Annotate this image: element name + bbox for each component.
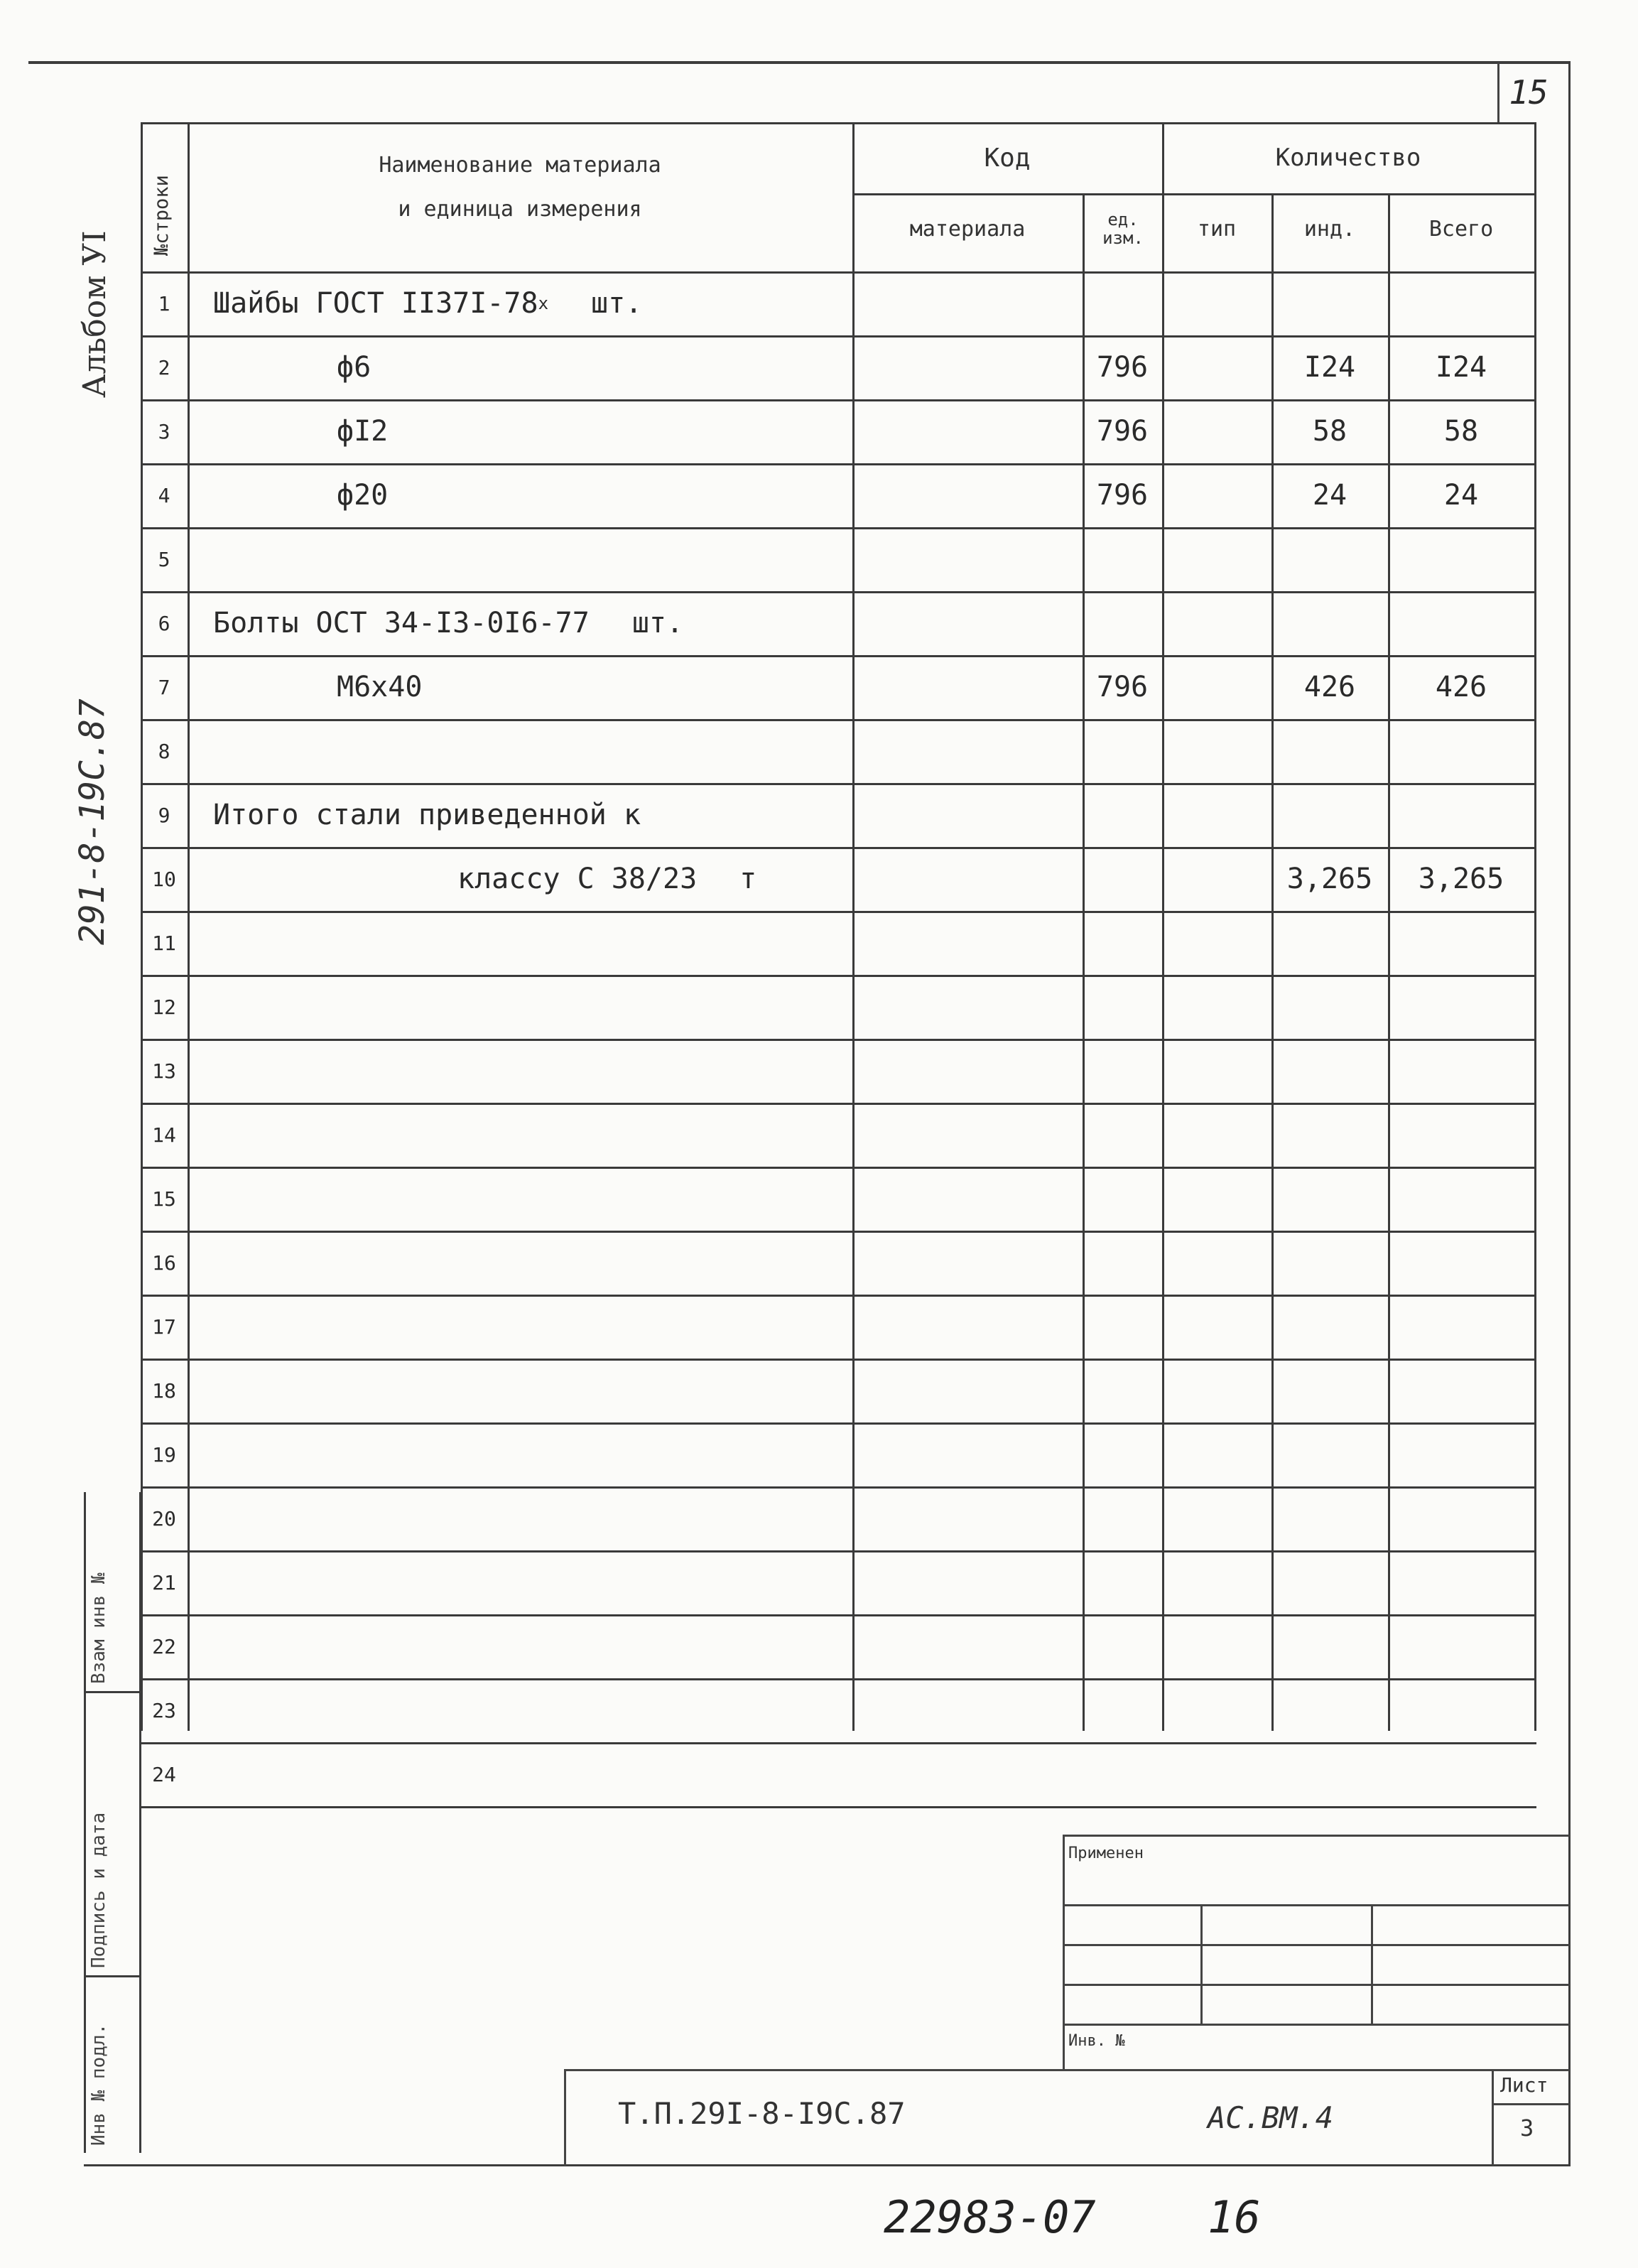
sheet-label: Лист	[1500, 2073, 1548, 2097]
header-code-material: материала	[909, 216, 1026, 242]
row-qty-type	[1162, 1359, 1271, 1422]
row-unit-code	[1083, 1103, 1162, 1167]
row-unit-code	[1083, 1678, 1162, 1742]
row-unit-code	[1083, 1167, 1162, 1231]
row-qty-ind: I24	[1303, 351, 1356, 384]
row-code	[852, 1167, 1083, 1231]
row-code	[852, 1422, 1083, 1486]
row-number: 3	[158, 419, 170, 443]
row-name	[188, 847, 852, 911]
row-number: 19	[152, 1442, 176, 1467]
row-qty-type	[1162, 1295, 1271, 1359]
row-qty-total: 3,265	[1418, 863, 1504, 895]
row-number: 6	[158, 611, 170, 635]
row-name-text: Болты ОСТ 34-I3-0I6-77	[213, 607, 590, 639]
row-qty-type	[1162, 847, 1271, 911]
stamp-sheet-mid	[1492, 2103, 1570, 2105]
row-name	[188, 911, 852, 975]
row-unit-code	[1083, 1231, 1162, 1295]
row-number: 5	[158, 547, 170, 571]
row-code	[852, 591, 1083, 655]
top-frame-line	[28, 61, 1570, 64]
row-qty-type	[1162, 911, 1271, 975]
row-unit-code	[1083, 1422, 1162, 1486]
doc-mark: АС.ВМ.4	[1208, 2100, 1334, 2135]
row-unit-text: т	[739, 863, 757, 895]
row-name-text: ф6	[337, 351, 371, 384]
row-qty-type	[1162, 591, 1271, 655]
table-row	[141, 719, 1568, 783]
row-number: 23	[152, 1698, 176, 1722]
row-name	[188, 1742, 852, 1806]
row-qty-type	[1162, 719, 1271, 783]
table-row	[141, 1614, 1568, 1678]
table-row	[141, 463, 1568, 527]
row-code	[852, 463, 1083, 527]
row-number: 2	[158, 355, 170, 379]
row-qty-type	[1162, 1486, 1271, 1550]
row-qty-ind: 426	[1303, 671, 1356, 703]
row-name	[188, 1550, 852, 1614]
row-number: 24	[152, 1762, 176, 1786]
row-qty-total	[1388, 1295, 1534, 1359]
stamp-sheet-line	[1492, 2069, 1494, 2166]
row-number: 12	[152, 995, 176, 1019]
row-unit-code	[1083, 1742, 1162, 1806]
row-number: 9	[158, 803, 170, 827]
header-code-unit: ед. изм.	[1102, 210, 1144, 248]
table-row	[141, 655, 1568, 719]
row-name	[188, 335, 852, 399]
row-qty-type	[1162, 1550, 1271, 1614]
row-qty-total: 24	[1443, 479, 1479, 512]
header-qty-total: Всего	[1428, 216, 1494, 242]
row-code	[852, 783, 1083, 847]
side-strip-div2	[84, 1975, 141, 1977]
row-qty-ind	[1271, 271, 1388, 335]
row-qty-ind	[1271, 1039, 1388, 1103]
row-qty-type	[1162, 463, 1271, 527]
row-name	[188, 399, 852, 463]
side-inv-podl: Инв № подл.	[88, 2023, 109, 2146]
row-name	[188, 1486, 852, 1550]
row-qty-total	[1388, 1614, 1534, 1678]
row-qty-ind	[1271, 1486, 1388, 1550]
row-code	[852, 271, 1083, 335]
side-strip-left-line	[84, 1492, 86, 2153]
row-number: 22	[152, 1634, 176, 1658]
row-qty-total: 426	[1435, 671, 1487, 703]
row-qty-total	[1388, 1486, 1534, 1550]
right-frame-line	[1568, 61, 1571, 2164]
row-code	[852, 655, 1083, 719]
table-row	[141, 271, 1568, 335]
row-qty-type	[1162, 271, 1271, 335]
row-name	[188, 1039, 852, 1103]
row-name-text: Шайбы ГОСТ II37I-78	[213, 287, 538, 320]
row-name	[188, 975, 852, 1039]
row-unit-code	[1083, 1359, 1162, 1422]
row-code	[852, 719, 1083, 783]
row-qty-total	[1388, 591, 1534, 655]
side-code: 291-8-19С.87	[72, 698, 112, 945]
row-unit-code	[1083, 271, 1162, 335]
header-name-line2: и единица измерения	[398, 196, 642, 222]
row-qty-total	[1388, 1359, 1534, 1422]
row-qty-ind: 24	[1312, 479, 1347, 512]
row-number: 1	[158, 291, 170, 315]
tb-h4	[1063, 1984, 1570, 1986]
row-qty-ind	[1271, 1103, 1388, 1167]
tb-h5	[1063, 2024, 1570, 2026]
bottom-stamp: 22983-07	[884, 2191, 1096, 2243]
row-unit-code	[1083, 783, 1162, 847]
table-row	[141, 399, 1568, 463]
row-number: 16	[152, 1251, 176, 1275]
tb-v1	[1200, 1904, 1203, 2024]
row-code	[852, 335, 1083, 399]
row-name-text: Итого стали приведенной к	[213, 799, 641, 831]
row-unit-code	[1083, 1039, 1162, 1103]
row-number: 10	[152, 867, 176, 891]
row-qty-total	[1388, 527, 1534, 591]
row-code	[852, 975, 1083, 1039]
row-code	[852, 911, 1083, 975]
bottom-frame-line	[84, 2164, 1571, 2166]
row-code	[852, 527, 1083, 591]
row-qty-ind	[1271, 1614, 1388, 1678]
table-row	[141, 1295, 1568, 1359]
bottom-page: 16	[1208, 2191, 1261, 2243]
row-code	[852, 1742, 1083, 1806]
table-row	[141, 975, 1568, 1039]
row-name	[188, 1167, 852, 1231]
row-name-sup: х	[538, 293, 549, 313]
row-name	[188, 1295, 852, 1359]
table-row	[141, 783, 1568, 847]
stamp-top-line	[564, 2069, 1570, 2071]
row-code	[852, 1678, 1083, 1742]
row-code	[852, 847, 1083, 911]
side-podpis: Подпись и дата	[88, 1812, 109, 1968]
tb-h2	[1063, 1904, 1570, 1906]
row-unit-text: шт.	[631, 607, 684, 639]
row-name	[188, 1678, 852, 1742]
row-unit-code	[1083, 975, 1162, 1039]
row-name	[188, 1359, 852, 1422]
row-name	[188, 463, 852, 527]
row-number: 4	[158, 483, 170, 507]
row-qty-ind	[1271, 975, 1388, 1039]
row-name	[188, 1422, 852, 1486]
header-code: Код	[984, 143, 1031, 173]
row-qty-type	[1162, 399, 1271, 463]
row-number: 14	[152, 1123, 176, 1147]
tb-h1	[1063, 1835, 1570, 1837]
row-qty-type	[1162, 1039, 1271, 1103]
row-number: 17	[152, 1314, 176, 1339]
row-qty-ind	[1271, 1422, 1388, 1486]
row-number: 15	[152, 1187, 176, 1211]
row-name-text: классу С 38/23	[457, 863, 698, 895]
row-qty-type	[1162, 783, 1271, 847]
doc-code: Т.П.29I-8-I9С.87	[618, 2096, 906, 2131]
row-qty-ind	[1271, 1678, 1388, 1742]
row-name	[188, 527, 852, 591]
table-row	[141, 1039, 1568, 1103]
row-qty-total	[1388, 1039, 1534, 1103]
row-qty-ind	[1271, 911, 1388, 975]
row-unit-code	[1083, 1295, 1162, 1359]
row-qty-ind	[1271, 527, 1388, 591]
row-qty-total: 58	[1443, 415, 1479, 448]
row-qty-ind	[1271, 1167, 1388, 1231]
row-qty-type	[1162, 1231, 1271, 1295]
sheet-value: 3	[1520, 2115, 1534, 2142]
sheet-number: 15	[1497, 63, 1558, 122]
row-number: 13	[152, 1059, 176, 1083]
tb-left-line	[1063, 1835, 1065, 2069]
table-row	[141, 527, 1568, 591]
table-row	[141, 1167, 1568, 1231]
table-row	[141, 847, 1568, 911]
table-row	[141, 1359, 1568, 1422]
row-name	[188, 783, 852, 847]
row-name-text: М6х40	[337, 671, 423, 703]
row-qty-total	[1388, 1422, 1534, 1486]
row-unit-code	[1083, 1486, 1162, 1550]
header-name: Наименование материала	[379, 152, 661, 178]
row-qty-type	[1162, 1614, 1271, 1678]
row-number: 8	[158, 739, 170, 763]
table-row	[141, 1486, 1568, 1550]
row-qty-ind	[1271, 719, 1388, 783]
row-qty-ind	[1271, 591, 1388, 655]
table-bottom-line	[141, 1806, 1536, 1808]
row-unit-code	[1083, 847, 1162, 911]
row-qty-type	[1162, 655, 1271, 719]
album-label: Альбом УI	[77, 230, 113, 398]
header-quantity: Количество	[1275, 144, 1421, 172]
row-unit-code	[1083, 1614, 1162, 1678]
row-name	[188, 655, 852, 719]
row-unit-code	[1083, 719, 1162, 783]
side-strip-right-line	[139, 1492, 141, 2153]
row-qty-type	[1162, 1103, 1271, 1167]
row-name	[188, 1103, 852, 1167]
row-qty-total	[1388, 1103, 1534, 1167]
table-row	[141, 335, 1568, 399]
tb-h3	[1063, 1944, 1570, 1946]
row-name-text: фI2	[337, 415, 389, 448]
row-qty-ind: 3,265	[1286, 863, 1373, 895]
row-qty-ind: 58	[1312, 415, 1347, 448]
table-row	[141, 1678, 1568, 1742]
row-name	[188, 719, 852, 783]
row-name	[188, 1231, 852, 1295]
row-number: 11	[152, 931, 176, 955]
row-name	[188, 591, 852, 655]
row-unit-code: 796	[1096, 415, 1149, 448]
row-name-text: ф20	[337, 479, 389, 512]
row-number: 18	[152, 1378, 176, 1403]
table-row	[141, 1550, 1568, 1614]
row-number: 7	[158, 675, 170, 699]
row-qty-type	[1162, 335, 1271, 399]
table-row	[141, 1422, 1568, 1486]
table-row	[141, 1103, 1568, 1167]
row-qty-ind	[1271, 1231, 1388, 1295]
row-qty-total	[1388, 719, 1534, 783]
row-qty-total: I24	[1435, 351, 1487, 384]
row-qty-ind	[1271, 1550, 1388, 1614]
row-code	[852, 1614, 1083, 1678]
row-code	[852, 1486, 1083, 1550]
row-qty-ind	[1271, 1742, 1388, 1806]
row-qty-ind	[1271, 783, 1388, 847]
row-code	[852, 1295, 1083, 1359]
row-code	[852, 1359, 1083, 1422]
header-qty-ind: инд.	[1303, 216, 1356, 242]
side-vzam: Взам инв №	[88, 1572, 109, 1684]
row-code	[852, 1231, 1083, 1295]
table-header	[141, 122, 1568, 271]
row-qty-type	[1162, 1422, 1271, 1486]
row-code	[852, 1039, 1083, 1103]
row-qty-total	[1388, 911, 1534, 975]
tb-primenen: Применен	[1068, 1845, 1144, 1862]
row-qty-type	[1162, 1742, 1271, 1806]
row-unit-code	[1083, 527, 1162, 591]
table-row	[141, 591, 1568, 655]
row-name	[188, 271, 852, 335]
row-unit-code	[1083, 591, 1162, 655]
row-qty-total	[1388, 1231, 1534, 1295]
stamp-left-line	[564, 2069, 566, 2166]
table-row	[141, 1231, 1568, 1295]
header-row-no: №строки	[151, 175, 173, 256]
row-qty-type	[1162, 527, 1271, 591]
row-code	[852, 1550, 1083, 1614]
table-row	[141, 1742, 1568, 1806]
row-qty-total	[1388, 271, 1534, 335]
row-name	[188, 1614, 852, 1678]
tb-inv-no: Инв. №	[1068, 2032, 1125, 2050]
row-qty-total	[1388, 975, 1534, 1039]
row-code	[852, 1103, 1083, 1167]
row-unit-code	[1083, 911, 1162, 975]
row-number: 21	[152, 1570, 176, 1594]
row-qty-total	[1388, 1550, 1534, 1614]
row-qty-ind	[1271, 1359, 1388, 1422]
row-qty-type	[1162, 975, 1271, 1039]
side-strip-div1	[84, 1691, 141, 1693]
row-qty-type	[1162, 1678, 1271, 1742]
tb-v2	[1371, 1904, 1373, 2024]
row-number: 20	[152, 1506, 176, 1530]
row-qty-total	[1388, 1167, 1534, 1231]
row-unit-code: 796	[1096, 479, 1149, 512]
row-unit-text: шт.	[591, 287, 643, 320]
row-qty-ind	[1271, 1295, 1388, 1359]
row-unit-code: 796	[1096, 351, 1149, 384]
row-unit-code	[1083, 1550, 1162, 1614]
row-qty-type	[1162, 1167, 1271, 1231]
row-qty-total	[1388, 1678, 1534, 1742]
row-qty-total	[1388, 783, 1534, 847]
header-qty-type: тип	[1197, 216, 1237, 242]
row-unit-code: 796	[1096, 671, 1149, 703]
row-code	[852, 399, 1083, 463]
table-row	[141, 911, 1568, 975]
row-qty-total	[1388, 1742, 1534, 1806]
